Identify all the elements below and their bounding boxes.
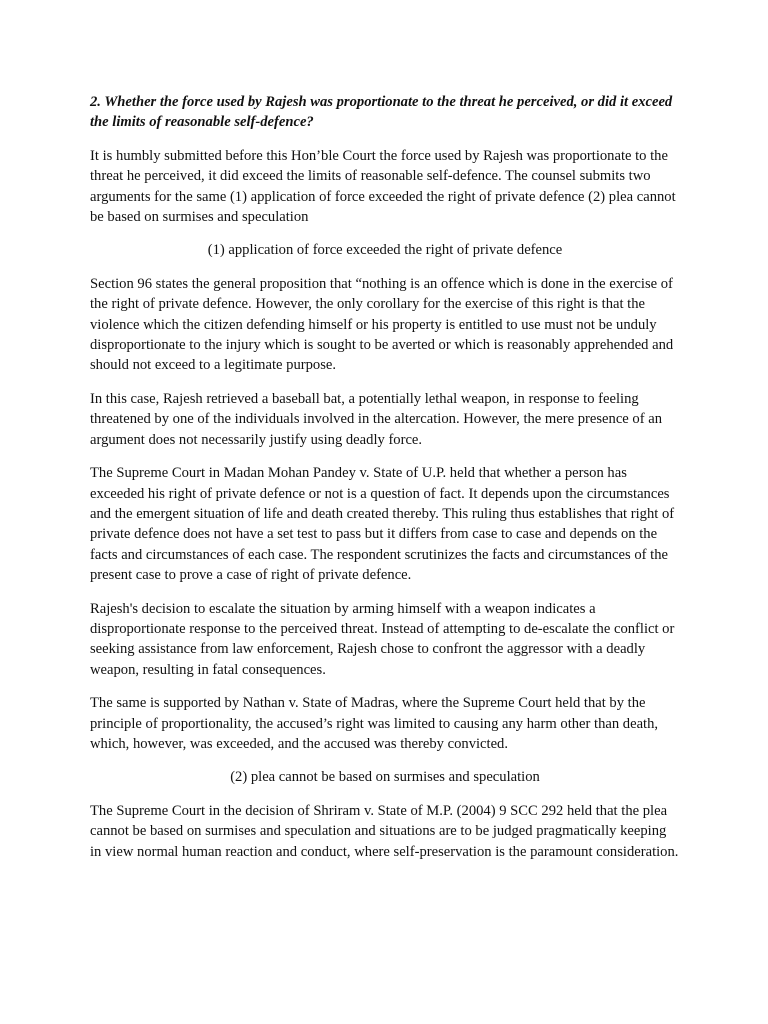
question-heading: 2. Whether the force used by Rajesh was proportionate to the threat he perceived, or did it exceed the limits of reasonable self-defence? (90, 94, 673, 131)
escalation-paragraph: Rajesh's decision to escalate the situation by arming himself with a weapon indicates a disproportionate response to the perceived threat. Instead of attempting to de-escalate the conflict or seeking assistance from law enforcement, Rajesh chose to confront the aggressor with a deadly weapon, resulting in fatal consequences. (90, 600, 675, 678)
intro-paragraph: It is humbly submitted before this Hon’ble Court the force used by Rajesh was proportionate to the threat he perceived, it did exceed the limits of reasonable self-defence. The counsel submits two arguments for the same (1) application of force exceeded the right of private defence (2) plea cannot be based on surmises and speculation (90, 147, 676, 226)
argument-1-heading: (1) application of force exceeded the right of private defence (207, 242, 563, 259)
section-96-paragraph: Section 96 states the general proposition that “nothing is an offence which is done in the exercise of the right of private defence. However, the only corollary for the exercise of this right is that the violence which the citizen defending himself or his property is entitled to use must not be unduly disproportionate to the injury which is sought to be averted or which is reasonably apprehended and should not exceed to a legitimate purpose. (90, 275, 674, 374)
nathan-paragraph: The same is supported by Nathan v. State of Madras, where the Supreme Court held that by the principle of proportionality, the accused’s right was limited to causing any harm other than death, which, however, was exceeded, and the accused was thereby convicted. (90, 695, 659, 752)
shriram-paragraph: The Supreme Court in the decision of Shriram v. State of M.P. (2004) 9 SCC 292 held that the plea cannot be based on surmises and speculation and situations are to be judged pragmatically keeping in view normal human reaction and conduct, where self-preservation is the paramount consideration. (90, 802, 679, 860)
argument-2-heading: (2) plea cannot be based on surmises and speculation (230, 769, 540, 786)
madan-mohan-paragraph: The Supreme Court in Madan Mohan Pandey v. State of U.P. held that whether a person has exceeded his right of private defence or not is a question of fact. It depends upon the circumstances and the emergent situation of life and death created thereby. This ruling thus establishes that right of private defence does not have a set test to pass but it differs from case to case and depends on the facts and circumstances of each case. The respondent scrutinizes the facts and circumstances of the present case to prove a case of right of private defence. (90, 465, 675, 584)
document-page (90, 92, 680, 875)
case-facts-paragraph: In this case, Rajesh retrieved a baseball bat, a potentially lethal weapon, in response to feeling threatened by one of the individuals involved in the altercation. However, the mere presence of an argument does not necessarily justify using deadly force. (90, 390, 663, 448)
